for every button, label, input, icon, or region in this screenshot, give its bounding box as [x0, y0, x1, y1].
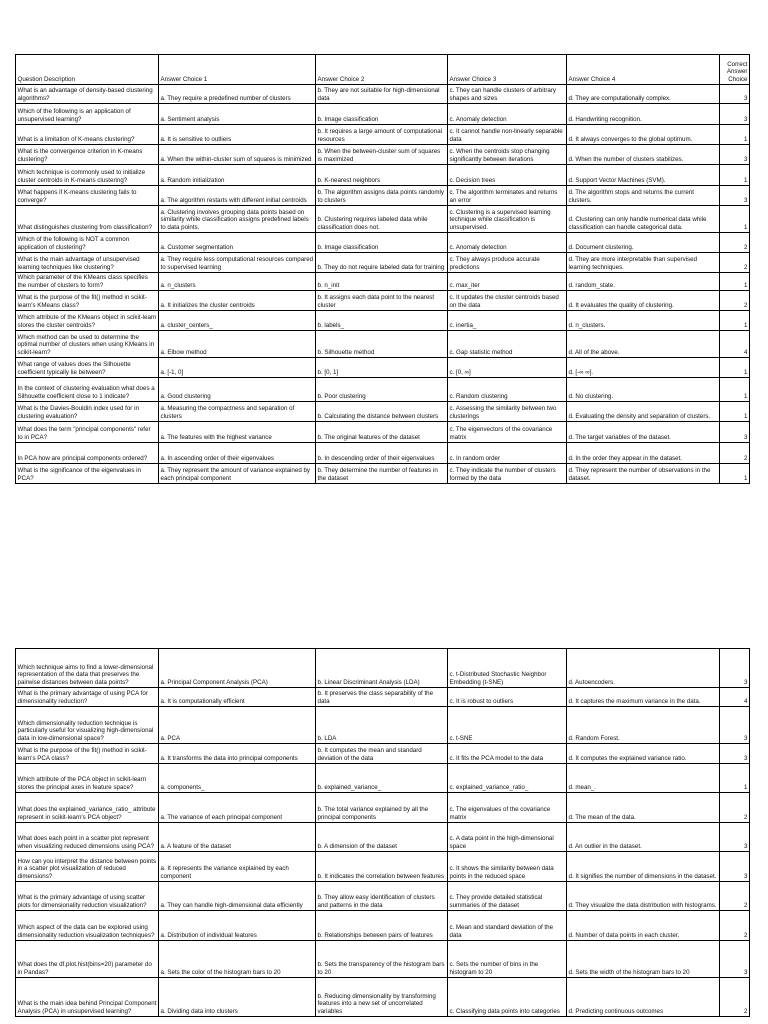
table-row: [16, 823, 750, 852]
table-row: [16, 206, 750, 233]
choice-4-cell: d. Evaluating the density and separation of clusters.: [567, 402, 720, 422]
question-cell: Which of the following is NOT a common application of clustering?: [16, 233, 159, 253]
choice-3-cell: c. Sets the number of bins in the histogram to 20: [448, 941, 567, 978]
choice-1-cell: a. Sentiment analysis: [159, 104, 316, 125]
question-cell: What does each point in a scatter plot represent when visualizing reduced dimensions using PCA?: [16, 823, 159, 852]
choice-1-cell: a. A feature of the dataset: [159, 823, 316, 852]
table-row: [16, 145, 750, 165]
question-cell: What happens if K-means clustering fails to converge?: [16, 186, 159, 206]
choice-3-cell: c. inertia_: [448, 311, 567, 331]
correct-answer-cell: 3: [720, 186, 750, 206]
table-row: [16, 165, 750, 186]
correct-answer-cell: 2: [720, 911, 750, 941]
choice-2-cell: b. It assigns each data point to the nearest cluster: [316, 291, 448, 311]
choice-2-cell: b. Relationships between pairs of features: [316, 911, 448, 941]
choice-3-cell: c. The algorithm terminates and returns an error: [448, 186, 567, 206]
correct-answer-cell: 4: [720, 331, 750, 358]
table-row: [16, 104, 750, 125]
question-cell: What is the Davies-Bouldin index used for in clustering evaluation?: [16, 402, 159, 422]
question-cell: What is the significance of the eigenvalues in PCA?: [16, 464, 159, 484]
choice-3-cell: c. Anomaly detection: [448, 104, 567, 125]
choice-3-cell: c. Clustering is a supervised learning technique while classification is unsupervised.: [448, 206, 567, 233]
choice-2-cell: b. Sets the transparency of the histogram bars to 20: [316, 941, 448, 978]
question-cell: How can you interpret the distance between points in a scatter plot visualization of reduced dimensions?: [16, 852, 159, 882]
choice-2-cell: b. Clustering requires labeled data while classification does not.: [316, 206, 448, 233]
choice-4-cell: d. Random Forest.: [567, 707, 720, 744]
table-row: [16, 85, 750, 104]
choice-4-cell: d. It always converges to the global optimum.: [567, 125, 720, 145]
choice-2-cell: b. The total variance explained by all the principal components: [316, 793, 448, 823]
table-row: [16, 764, 750, 793]
choice-3-cell: c. Mean and standard deviation of the data: [448, 911, 567, 941]
choice-4-cell: d. It captures the maximum variance in the data.: [567, 688, 720, 707]
choice-3-cell: c. t-SNE: [448, 707, 567, 744]
table-row: [16, 331, 750, 358]
choice-4-cell: d. Sets the width of the histogram bars to 20: [567, 941, 720, 978]
choice-3-cell: c. Anomaly detection: [448, 233, 567, 253]
choice-1-cell: a. The variance of each principal component: [159, 793, 316, 823]
questions-table-2-body: [16, 649, 750, 1017]
choice-4-cell: d. It computes the explained variance ratio.: [567, 744, 720, 764]
correct-answer-cell: 2: [720, 253, 750, 273]
choice-3-cell: c. Assessing the similarity between two clusterings: [448, 402, 567, 422]
choice-3-cell: c. Classifying data points into categories: [448, 978, 567, 1017]
choice-4-cell: d. Number of data points in each cluster.: [567, 911, 720, 941]
table-row: [16, 443, 750, 464]
choice-4-cell: d. Autoencoders.: [567, 649, 720, 688]
correct-answer-cell: 1: [720, 206, 750, 233]
choice-1-cell: a. They can handle high-dimensional data efficiently: [159, 882, 316, 911]
correct-answer-cell: 1: [720, 273, 750, 291]
correct-answer-cell: 3: [720, 941, 750, 978]
choice-1-cell: a. They require a predefined number of clusters: [159, 85, 316, 104]
choice-3-cell: c. It shows the similarity between data points in the reduced space: [448, 852, 567, 882]
question-cell: Which aspect of the data can be explored using dimensionality reduction visualization techniques?: [16, 911, 159, 941]
table-row: [16, 688, 750, 707]
table-row: [16, 744, 750, 764]
choice-2-cell: b. They allow easy identification of clusters and patterns in the data: [316, 882, 448, 911]
correct-answer-cell: 3: [720, 823, 750, 852]
header-correct: Correct Answer Choice: [720, 55, 750, 85]
question-cell: What is a limitation of K-means clustering?: [16, 125, 159, 145]
table-row: [16, 125, 750, 145]
question-cell: What range of values does the Silhouette coefficient typically lie between?: [16, 358, 159, 378]
question-cell: What is the main idea behind Principal Component Analysis (PCA) in unsupervised learning?: [16, 978, 159, 1017]
choice-1-cell: a. Clustering involves grouping data points based on similarity while classification assigns predefined labels to data points.: [159, 206, 316, 233]
choice-1-cell: a. Distribution of individual features: [159, 911, 316, 941]
correct-answer-cell: 3: [720, 852, 750, 882]
choice-1-cell: a. PCA: [159, 707, 316, 744]
table-row: [16, 941, 750, 978]
choice-2-cell: b. It requires a large amount of computational resources: [316, 125, 448, 145]
choice-4-cell: d. n_clusters.: [567, 311, 720, 331]
choice-3-cell: c. Gap statistic method: [448, 331, 567, 358]
choice-4-cell: d. Support Vector Machines (SVM).: [567, 165, 720, 186]
choice-3-cell: c. They indicate the number of clusters formed by the data: [448, 464, 567, 484]
choice-2-cell: b. When the between-cluster sum of squares is maximized: [316, 145, 448, 165]
table-row: [16, 378, 750, 402]
choice-1-cell: a. components_: [159, 764, 316, 793]
question-cell: What is the convergence criterion in K-means clustering?: [16, 145, 159, 165]
choice-2-cell: b. explained_variance_: [316, 764, 448, 793]
question-cell: What is the purpose of the fit() method in scikit-learn's PCA class?: [16, 744, 159, 764]
choice-3-cell: c. It is robust to outliers: [448, 688, 567, 707]
table-row: [16, 882, 750, 911]
choice-2-cell: b. The original features of the dataset: [316, 422, 448, 443]
choice-2-cell: b. n_init: [316, 273, 448, 291]
header-question: Question Description: [16, 55, 159, 85]
question-cell: What is an advantage of density-based clustering algorithms?: [16, 85, 159, 104]
choice-1-cell: a. When the within-cluster sum of squares is minimized: [159, 145, 316, 165]
table-row: [16, 707, 750, 744]
choice-1-cell: a. Sets the color of the histogram bars to 20: [159, 941, 316, 978]
header-choice-3: Answer Choice 3: [448, 55, 567, 85]
choice-4-cell: d. The algorithm stops and returns the current clusters.: [567, 186, 720, 206]
correct-answer-cell: 2: [720, 233, 750, 253]
question-cell: Which method can be used to determine the optimal number of clusters when using KMeans in scikit-learn?: [16, 331, 159, 358]
correct-answer-cell: 3: [720, 707, 750, 744]
choice-3-cell: c. t-Distributed Stochastic Neighbor Embedding (t-SNE): [448, 649, 567, 688]
header-choice-4: Answer Choice 4: [567, 55, 720, 85]
choice-3-cell: c. They always produce accurate predictions: [448, 253, 567, 273]
choice-2-cell: b. It computes the mean and standard deviation of the data: [316, 744, 448, 764]
table-row: [16, 852, 750, 882]
choice-4-cell: d. Document clustering.: [567, 233, 720, 253]
choice-1-cell: a. Measuring the compactness and separation of clusters: [159, 402, 316, 422]
choice-4-cell: d. [-∞ ∞].: [567, 358, 720, 378]
choice-2-cell: b. In descending order of their eigenvalues: [316, 443, 448, 464]
choice-4-cell: d. They are computationally complex.: [567, 85, 720, 104]
choice-4-cell: d. Predicting continuous outcomes: [567, 978, 720, 1017]
correct-answer-cell: 3: [720, 85, 750, 104]
choice-2-cell: b. Image classification: [316, 104, 448, 125]
correct-answer-cell: 2: [720, 291, 750, 311]
choice-2-cell: b. The algorithm assigns data points randomly to clusters: [316, 186, 448, 206]
correct-answer-cell: 1: [720, 125, 750, 145]
correct-answer-cell: 3: [720, 744, 750, 764]
correct-answer-cell: 2: [720, 793, 750, 823]
choice-1-cell: a. The algorithm restarts with different initial centroids: [159, 186, 316, 206]
table-row: [16, 649, 750, 688]
choice-1-cell: a. They represent the amount of variance explained by each principal component: [159, 464, 316, 484]
choice-4-cell: d. It signifies the number of dimensions in the dataset.: [567, 852, 720, 882]
header-choice-1: Answer Choice 1: [159, 55, 316, 85]
correct-answer-cell: 2: [720, 882, 750, 911]
choice-1-cell: a. It represents the variance explained by each component: [159, 852, 316, 882]
choice-2-cell: b. A dimension of the dataset: [316, 823, 448, 852]
choice-3-cell: c. They can handle clusters of arbitrary shapes and sizes: [448, 85, 567, 104]
correct-answer-cell: 3: [720, 104, 750, 125]
choice-2-cell: b. LDA: [316, 707, 448, 744]
table-row: [16, 402, 750, 422]
choice-3-cell: c. It fits the PCA model to the data: [448, 744, 567, 764]
choice-2-cell: b. Reducing dimensionality by transforming features into a new set of uncorrelated variables: [316, 978, 448, 1017]
choice-2-cell: b. K-nearest neighbors: [316, 165, 448, 186]
choice-1-cell: a. Principal Component Analysis (PCA): [159, 649, 316, 688]
choice-3-cell: c. max_iter: [448, 273, 567, 291]
question-cell: Which attribute of the KMeans object in scikit-learn stores the cluster centroids?: [16, 311, 159, 331]
table-row: [16, 464, 750, 484]
table-row: [16, 911, 750, 941]
question-cell: What distinguishes clustering from classification?: [16, 206, 159, 233]
correct-answer-cell: 1: [720, 402, 750, 422]
question-cell: What is the purpose of the fit() method in scikit-learn's KMeans class?: [16, 291, 159, 311]
table-row: [16, 253, 750, 273]
questions-table-1-body: [16, 55, 750, 484]
choice-4-cell: d. An outlier in the dataset.: [567, 823, 720, 852]
question-cell: Which parameter of the KMeans class specifies the number of clusters to form?: [16, 273, 159, 291]
question-cell: Which dimensionality reduction technique is particularly useful for visualizing high-dimensional data in low-dimensional space?: [16, 707, 159, 744]
question-cell: Which attribute of the PCA object in scikit-learn stores the principal axes in feature space?: [16, 764, 159, 793]
questions-table-1: [15, 54, 750, 484]
choice-4-cell: d. The mean of the data.: [567, 793, 720, 823]
choice-1-cell: a. Good clustering: [159, 378, 316, 402]
choice-1-cell: a. Customer segmentation: [159, 233, 316, 253]
choice-2-cell: b. It indicates the correlation between features: [316, 852, 448, 882]
question-cell: In the context of clustering evaluation what does a Silhouette coefficient close to 1 indicate?: [16, 378, 159, 402]
table-row: [16, 311, 750, 331]
choice-3-cell: c. In random order: [448, 443, 567, 464]
correct-answer-cell: 3: [720, 649, 750, 688]
choice-3-cell: c. Random clustering: [448, 378, 567, 402]
question-cell: In PCA how are principal components ordered?: [16, 443, 159, 464]
choice-4-cell: d. When the number of clusters stabilizes.: [567, 145, 720, 165]
choice-2-cell: b. They are not suitable for high-dimensional data: [316, 85, 448, 104]
choice-4-cell: d. They represent the number of observations in the dataset.: [567, 464, 720, 484]
choice-4-cell: d. random_state.: [567, 273, 720, 291]
table-row: [16, 978, 750, 1017]
choice-2-cell: b. They do not require labeled data for training: [316, 253, 448, 273]
choice-2-cell: b. They determine the number of features in the dataset: [316, 464, 448, 484]
question-cell: What is the primary advantage of using scatter plots for dimensionality reduction visualization?: [16, 882, 159, 911]
correct-answer-cell: 1: [720, 358, 750, 378]
choice-1-cell: a. The features with the highest variance: [159, 422, 316, 443]
choice-4-cell: d. They are more interpretable than supervised learning techniques.: [567, 253, 720, 273]
table-header-row: [16, 55, 750, 85]
question-cell: What does the df.plot.hist(bins=20) parameter do in Pandas?: [16, 941, 159, 978]
table-row: [16, 291, 750, 311]
choice-4-cell: d. The target variables of the dataset.: [567, 422, 720, 443]
question-cell: What is the primary advantage of using PCA for dimensionality reduction?: [16, 688, 159, 707]
choice-1-cell: a. n_clusters: [159, 273, 316, 291]
choice-2-cell: b. Silhouette method: [316, 331, 448, 358]
choice-2-cell: b. Image classification: [316, 233, 448, 253]
table-row: [16, 422, 750, 443]
choice-3-cell: c. The eigenvectors of the covariance matrix: [448, 422, 567, 443]
choice-2-cell: b. labels_: [316, 311, 448, 331]
choice-1-cell: a. Elbow method: [159, 331, 316, 358]
question-cell: Which of the following is an application of unsupervised learning?: [16, 104, 159, 125]
question-cell: What is the main advantage of unsupervised learning techniques like clustering?: [16, 253, 159, 273]
correct-answer-cell: 2: [720, 443, 750, 464]
correct-answer-cell: 4: [720, 688, 750, 707]
table-row: [16, 186, 750, 206]
choice-4-cell: d. Handwriting recognition.: [567, 104, 720, 125]
correct-answer-cell: 1: [720, 764, 750, 793]
choice-3-cell: c. Decision trees: [448, 165, 567, 186]
choice-2-cell: b. [0, 1]: [316, 358, 448, 378]
choice-1-cell: a. They require less computational resources compared to supervised learning: [159, 253, 316, 273]
choice-1-cell: a. cluster_centers_: [159, 311, 316, 331]
choice-3-cell: c. When the centroids stop changing significantly between iterations: [448, 145, 567, 165]
correct-answer-cell: 2: [720, 978, 750, 1017]
choice-1-cell: a. It initializes the cluster centroids: [159, 291, 316, 311]
choice-1-cell: a. [-1, 0]: [159, 358, 316, 378]
choice-4-cell: d. They visualize the data distribution with histograms.: [567, 882, 720, 911]
table-row: [16, 233, 750, 253]
choice-2-cell: b. Linear Discriminant Analysis (LDA): [316, 649, 448, 688]
correct-answer-cell: 3: [720, 145, 750, 165]
choice-1-cell: a. In ascending order of their eigenvalues: [159, 443, 316, 464]
correct-answer-cell: 1: [720, 311, 750, 331]
choice-2-cell: b. Calculating the distance between clusters: [316, 402, 448, 422]
correct-answer-cell: 1: [720, 165, 750, 186]
choice-2-cell: b. Poor clustering: [316, 378, 448, 402]
choice-4-cell: d. mean_.: [567, 764, 720, 793]
choice-3-cell: c. They provide detailed statistical summaries of the dataset: [448, 882, 567, 911]
questions-table-2: [15, 648, 750, 1017]
choice-1-cell: a. It is sensitive to outliers: [159, 125, 316, 145]
choice-1-cell: a. It transforms the data into principal components: [159, 744, 316, 764]
correct-answer-cell: 1: [720, 464, 750, 484]
table-row: [16, 358, 750, 378]
choice-3-cell: c. It updates the cluster centroids based on the data: [448, 291, 567, 311]
choice-4-cell: d. No clustering.: [567, 378, 720, 402]
question-cell: Which technique is commonly used to initialize cluster centroids in K-means clustering?: [16, 165, 159, 186]
choice-3-cell: c. [0, ∞]: [448, 358, 567, 378]
choice-1-cell: a. Random initialization: [159, 165, 316, 186]
question-cell: Which technique aims to find a lower-dimensional representation of the data that preserves the pairwise distances between data points?: [16, 649, 159, 688]
choice-4-cell: d. It evaluates the quality of clustering.: [567, 291, 720, 311]
choice-3-cell: c. It cannot handle non-linearly separable data: [448, 125, 567, 145]
choice-2-cell: b. It preserves the class separability of the data: [316, 688, 448, 707]
header-choice-2: Answer Choice 2: [316, 55, 448, 85]
correct-answer-cell: 1: [720, 378, 750, 402]
choice-3-cell: c. A data point in the high-dimensional space: [448, 823, 567, 852]
choice-1-cell: a. Dividing data into clusters: [159, 978, 316, 1017]
choice-4-cell: d. Clustering can only handle numerical data while classification can handle categorical data.: [567, 206, 720, 233]
question-cell: What does the explained_variance_ratio_ attribute represent in scikit-learn's PCA object?: [16, 793, 159, 823]
correct-answer-cell: 3: [720, 422, 750, 443]
question-cell: What does the term "principal components" refer to in PCA?: [16, 422, 159, 443]
choice-4-cell: d. In the order they appear in the dataset.: [567, 443, 720, 464]
table-row: [16, 273, 750, 291]
choice-3-cell: c. explained_variance_ratio_: [448, 764, 567, 793]
choice-4-cell: d. All of the above.: [567, 331, 720, 358]
choice-3-cell: c. The eigenvalues of the covariance matrix: [448, 793, 567, 823]
choice-1-cell: a. It is computationally efficient: [159, 688, 316, 707]
table-row: [16, 793, 750, 823]
